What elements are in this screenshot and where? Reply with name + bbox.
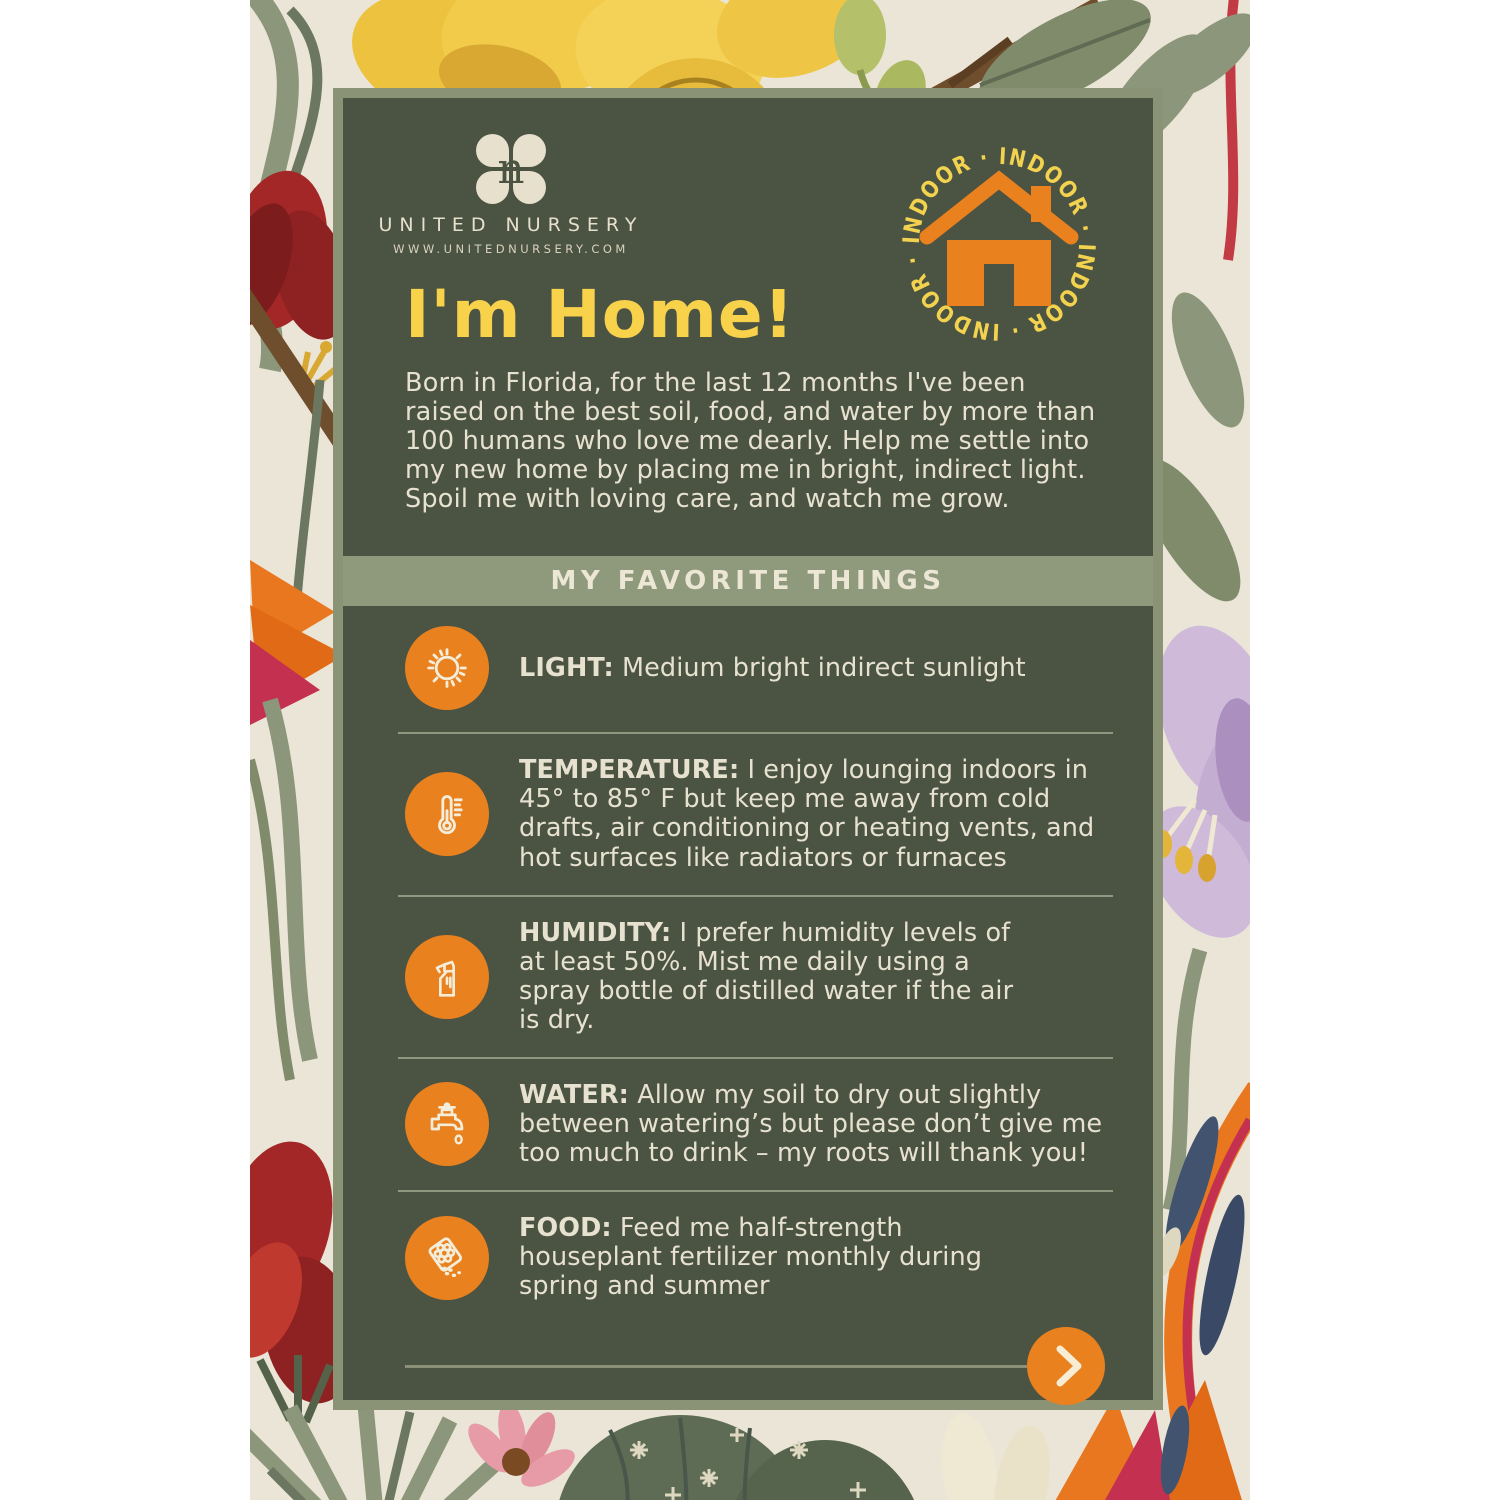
care-label: FOOD: xyxy=(519,1213,612,1243)
care-value: I prefer humidity levels of at least 50%. Mist me daily using a spray bottle of distilled water if the air is dry. xyxy=(519,917,1014,1035)
care-text-food xyxy=(519,1214,989,1301)
chevron-right-icon xyxy=(1036,1336,1096,1396)
house-icon xyxy=(927,180,1071,306)
care-row-temperature xyxy=(343,756,1153,872)
divider xyxy=(398,1057,1113,1059)
intro-paragraph: Born in Florida, for the last 12 months I've been raised on the best soil, food, and water by more than 100 humans who love me dearly. Help me settle into my new home by placing me in bright, indirect light. Spoil me with loving care, and watch me grow. xyxy=(405,368,1096,515)
care-value: Medium bright indirect sunlight xyxy=(622,652,1026,683)
indoor-ring-text: INDOOR · INDOOR · INDOOR · INDOOR · xyxy=(898,143,1100,345)
care-text-temperature xyxy=(519,756,1117,872)
indoor-badge xyxy=(893,138,1105,350)
seed-packet-icon xyxy=(405,1216,489,1300)
next-button[interactable] xyxy=(1027,1327,1105,1405)
footer-line xyxy=(405,1365,1027,1368)
care-label: HUMIDITY: xyxy=(519,917,672,948)
care-row-light xyxy=(343,626,1153,710)
care-card xyxy=(333,88,1163,1410)
care-card-inner xyxy=(343,98,1153,1400)
care-row-water xyxy=(343,1081,1153,1168)
care-text-water xyxy=(519,1081,1117,1168)
divider xyxy=(398,732,1113,734)
care-value: Allow my soil to dry out slightly between watering’s but please don’t give me too much to drink – my roots will thank you! xyxy=(519,1079,1103,1168)
sun-icon xyxy=(405,626,489,710)
divider xyxy=(398,895,1113,897)
care-value: Feed me half-strength houseplant fertilizer monthly during spring and summer xyxy=(519,1213,983,1302)
page-title: I'm Home! xyxy=(405,276,795,353)
thermometer-icon xyxy=(405,772,489,856)
care-row-humidity xyxy=(343,919,1153,1035)
divider xyxy=(398,1190,1113,1192)
care-label: LIGHT: xyxy=(519,652,614,683)
faucet-icon xyxy=(405,1082,489,1166)
brand-name: UNITED NURSERY xyxy=(378,214,644,236)
card-footer xyxy=(343,1327,1153,1405)
care-label: TEMPERATURE: xyxy=(519,755,740,786)
care-value: I enjoy lounging indoors in 45° to 85° F but keep me away from cold drafts, air conditioning or heating vents, and hot surfaces like radiators or furnaces xyxy=(519,755,1095,873)
care-text-humidity xyxy=(519,919,1029,1035)
brand-website: WWW.UNITEDNURSERY.COM xyxy=(393,242,629,256)
spray-bottle-icon xyxy=(405,935,489,1019)
favorite-things-banner: MY FAVORITE THINGS xyxy=(343,556,1153,606)
logo-letter: n xyxy=(497,144,525,193)
brand-logo-block xyxy=(343,134,679,256)
care-row-food xyxy=(343,1214,1153,1301)
care-text-light xyxy=(519,654,1026,683)
care-label: WATER: xyxy=(519,1079,629,1110)
united-nursery-logo-icon xyxy=(476,134,546,204)
